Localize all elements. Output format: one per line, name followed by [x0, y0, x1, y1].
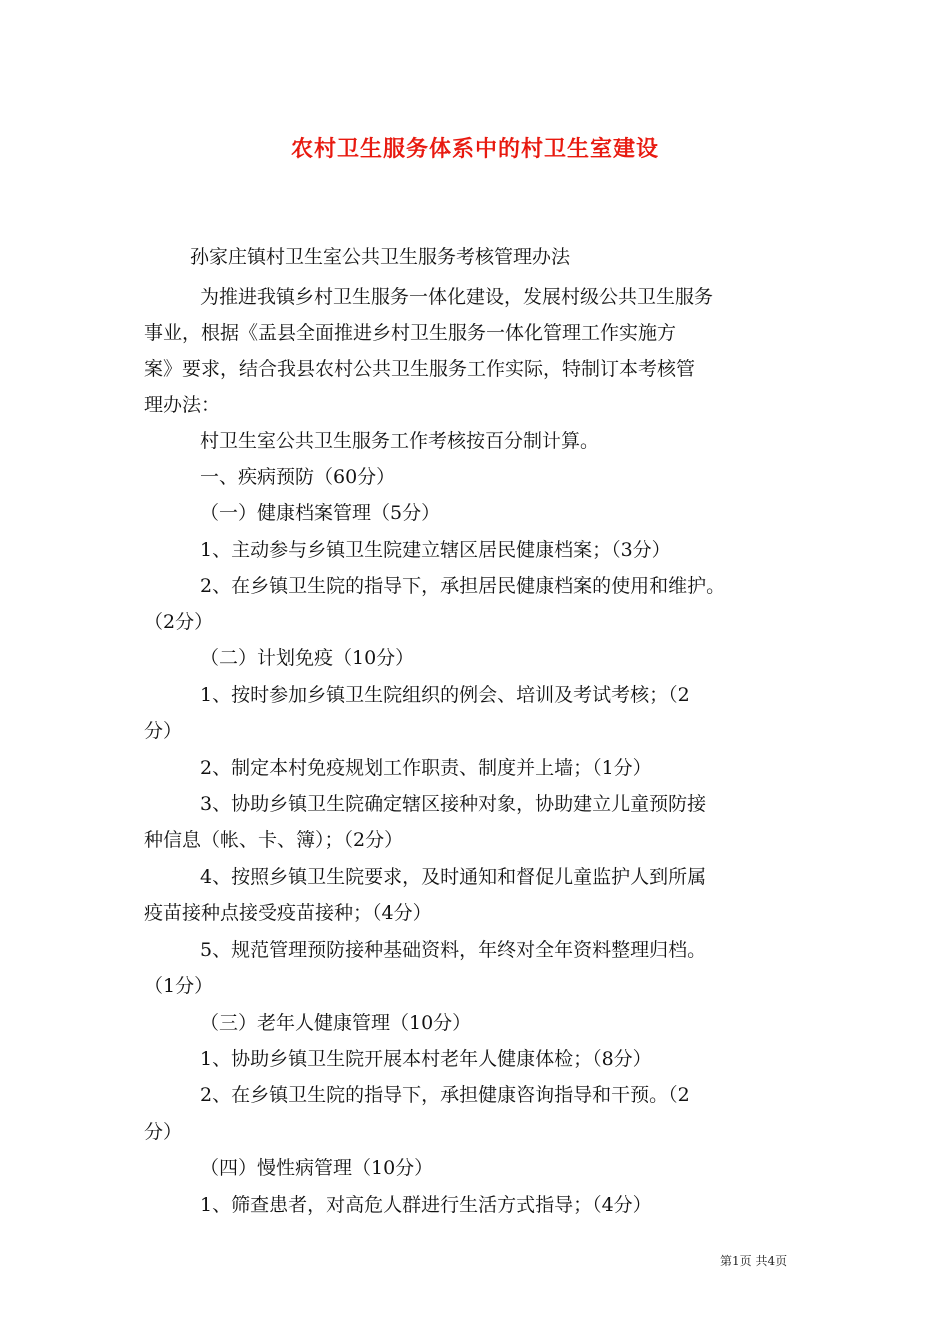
- paragraph-line: 为推进我镇乡村卫生服务一体化建设，发展村级公共卫生服务: [200, 286, 714, 308]
- list-item: 2、制定本村免疫规划工作职责、制度并上墙；（1分）: [200, 757, 652, 779]
- document-title: 农村卫生服务体系中的村卫生室建设: [290, 136, 659, 162]
- list-item-continuation: （1分）: [144, 975, 214, 997]
- subsection-heading: （四）慢性病管理（10分）: [200, 1157, 434, 1179]
- page-number: 第1页 共4页: [720, 1254, 788, 1268]
- paragraph-line: 村卫生室公共卫生服务工作考核按百分制计算。: [200, 430, 600, 452]
- list-item-continuation: 种信息（帐、卡、簿）；（2分）: [144, 829, 404, 851]
- paragraph-line: 案》要求，结合我县农村公共卫生服务工作实际，特制订本考核管: [144, 358, 696, 380]
- list-item: 1、按时参加乡镇卫生院组织的例会、培训及考试考核；（2: [200, 684, 690, 706]
- list-item: 4、按照乡镇卫生院要求，及时通知和督促儿童监护人到所属: [200, 866, 707, 888]
- document-subtitle: 孙家庄镇村卫生室公共卫生服务考核管理办法: [190, 246, 571, 268]
- list-item-continuation: 分）: [144, 720, 183, 742]
- list-item: 2、在乡镇卫生院的指导下，承担健康咨询指导和干预。（2: [200, 1084, 690, 1106]
- list-item-continuation: 分）: [144, 1121, 183, 1143]
- section-heading: 一、疾病预防（60分）: [200, 466, 396, 488]
- subsection-heading: （一）健康档案管理（5分）: [200, 502, 441, 524]
- list-item: 1、筛查患者，对高危人群进行生活方式指导；（4分）: [200, 1194, 652, 1216]
- subsection-heading: （二）计划免疫（10分）: [200, 647, 415, 669]
- paragraph-line: 理办法：: [144, 394, 221, 416]
- list-item-continuation: 疫苗接种点接受疫苗接种；（4分）: [144, 902, 432, 924]
- paragraph-line: 事业，根据《盂县全面推进乡村卫生服务一体化管理工作实施方: [144, 322, 677, 344]
- list-item: 1、主动参与乡镇卫生院建立辖区居民健康档案；（3分）: [200, 539, 671, 561]
- list-item-continuation: （2分）: [144, 611, 214, 633]
- list-item: 1、协助乡镇卫生院开展本村老年人健康体检；（8分）: [200, 1048, 652, 1070]
- list-item: 2、在乡镇卫生院的指导下，承担居民健康档案的使用和维护。: [200, 575, 726, 597]
- subsection-heading: （三）老年人健康管理（10分）: [200, 1012, 472, 1034]
- list-item: 5、规范管理预防接种基础资料，年终对全年资料整理归档。: [200, 939, 707, 961]
- list-item: 3、协助乡镇卫生院确定辖区接种对象，协助建立儿童预防接: [200, 793, 707, 815]
